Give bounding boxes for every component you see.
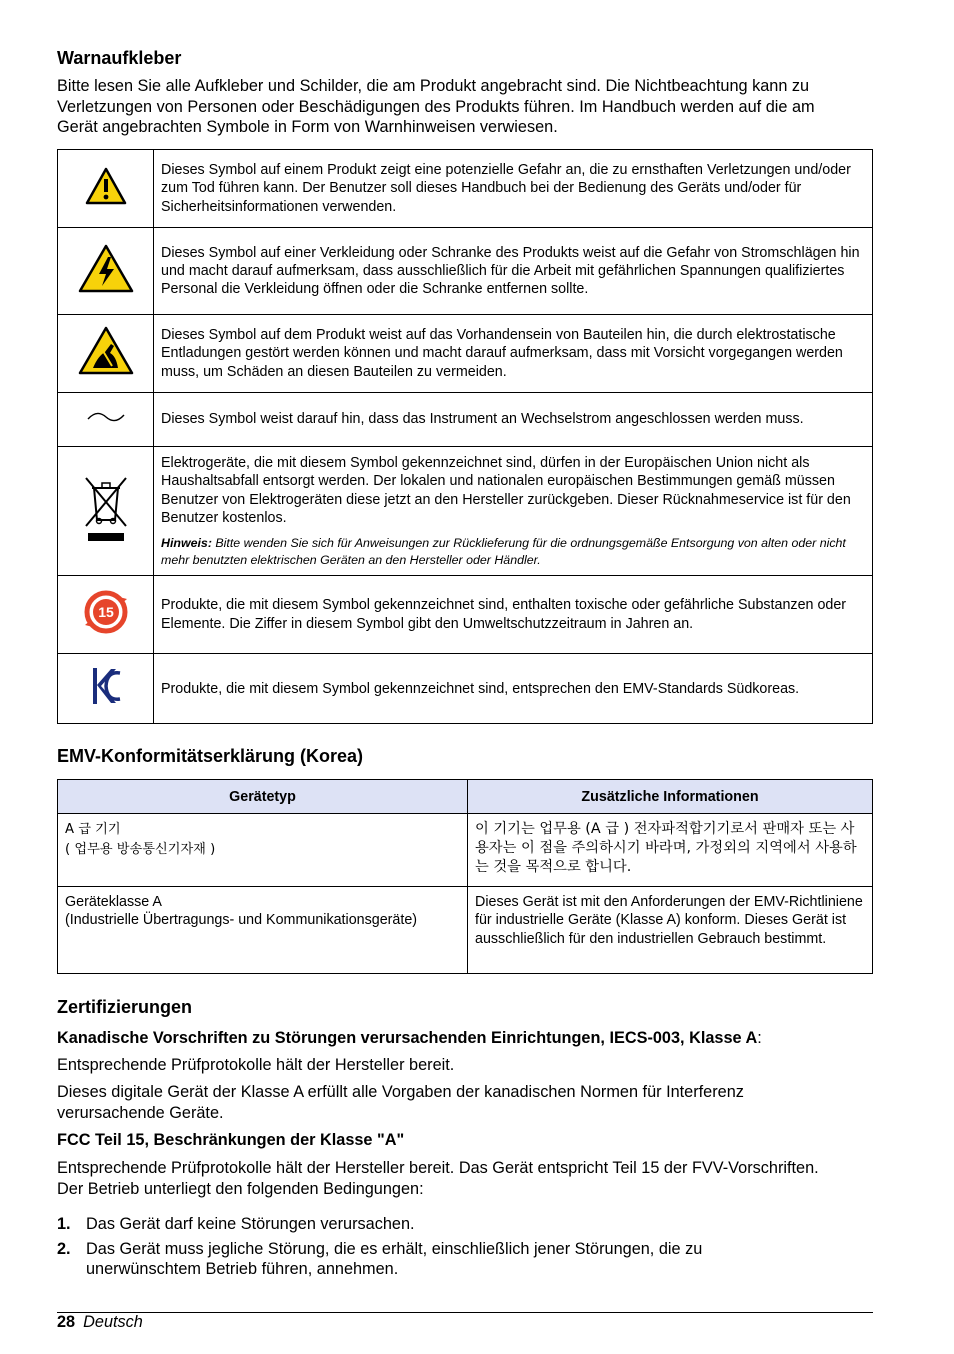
intro-paragraph: Bitte lesen Sie alle Aufkleber und Schilder, die am Produkt angebracht sind. Die Nichtbeachtung kann zu Verletzungen von Personen oder Beschädigungen des Produkts führen. Im Handbuch werden auf die am Gerät angebrachten Symbole in Form von Warnhinweisen verwiesen.: [57, 77, 815, 136]
table-row: [58, 228, 873, 315]
subheading-canada: [57, 1028, 873, 1049]
page-number: 28: [57, 1313, 76, 1331]
list-item: [57, 1239, 817, 1280]
subheading-colon: :: [757, 1029, 762, 1047]
conditions-list: [57, 1214, 817, 1280]
column-header-zusatz: Zusätzliche Informationen: [468, 780, 873, 814]
table-row: [58, 315, 873, 393]
type-line: A 급 기기: [65, 822, 121, 837]
table-row: [58, 393, 873, 447]
symbol-description: [154, 447, 873, 576]
paragraph: Entsprechende Prüfprotokolle hält der Hersteller bereit.: [57, 1056, 455, 1074]
warning-triangle-icon: [85, 167, 127, 205]
note-text: Bitte wenden Sie sich für Anweisungen zur Rücklieferung für die ordnungsgemäße Entsorgung von alten oder nicht mehr benutzten elektrischen Geräten an den Hersteller oder Händler.: [161, 536, 846, 567]
note-label: Hinweis:: [161, 536, 212, 551]
column-header-geraetetyp: Gerätetyp: [58, 780, 468, 814]
type-line: Geräteklasse A: [65, 894, 162, 910]
table-row: [58, 447, 873, 576]
type-line: ( 업무용 방송통신기자재 ): [65, 842, 216, 857]
table-row: [58, 150, 873, 228]
list-number: 2.: [57, 1239, 71, 1258]
footer-language: Deutsch: [83, 1313, 143, 1331]
weee-text: Elektrogeräte, die mit diesem Symbol gekennzeichnet sind, dürfen in der Europäischen Union nicht als Haushaltsabfall entsorgt werden. Der lokalen und nationalen europäischen Bestimmungen gemäß müssen Benutzer von Elektrogeräten diese jetzt an den Hersteller zurückgeben. Dieser Rücknahmeservice ist für den Benutzer kostenlos.: [161, 455, 851, 526]
list-number: 1.: [57, 1215, 71, 1233]
esd-icon: [78, 326, 134, 376]
epup-number: 15: [97, 604, 114, 621]
page-footer: [57, 1313, 143, 1332]
list-text: Das Gerät muss jegliche Störung, die es erhält, einschließlich jener Störungen, die zu unerwünschtem Betrieb führen, annehmen.: [86, 1239, 703, 1278]
symbol-description: Dieses Symbol auf dem Produkt weist auf das Vorhandensein von Bauteilen hin, die durch elektrostatische Entladungen gestört werden können und macht darauf aufmerksam, dass mit Vorsicht vorgegangen werden muss, um Schäden an diesen Bauteilen zu vermeiden.: [154, 315, 873, 393]
symbol-description: Produkte, die mit diesem Symbol gekennzeichnet sind, entsprechen den EMV-Standards Südkoreas.: [154, 654, 873, 724]
symbol-description: Dieses Symbol auf einer Verkleidung oder Schranke des Produkts weist auf die Gefahr von Stromschlägen hin und macht darauf aufmerksam, dass ausschließlich für die Arbeit mit gefährlichen Spannungen qualifiziertes Personal die Verkleidung öffnen oder die Schranke entfernen sollte.: [154, 228, 873, 315]
symbol-description: Dieses Symbol weist darauf hin, dass das Instrument an Wechselstrom angeschlossen werden muss.: [154, 393, 873, 447]
section-heading-zertifizierungen: Zertifizierungen: [57, 997, 193, 1017]
subheading-fcc: FCC Teil 15, Beschränkungen der Klasse "A": [57, 1131, 405, 1149]
paragraph: Entsprechende Prüfprotokolle hält der Hersteller bereit. Das Gerät entspricht Teil 15 der FVV-Vorschriften. Der Betrieb unterliegt den folgenden Bedingungen:: [57, 1159, 819, 1198]
epup-15-icon: [83, 589, 129, 635]
section-heading-emv: EMV-Konformitätserklärung (Korea): [57, 746, 364, 766]
table-row: [58, 576, 873, 654]
table-row: [58, 654, 873, 724]
info-cell: 이 기기는 업무용 (A 급 ) 전자파적합기기로서 판매자 또는 사용자는 이 점을 주의하시기 바라며, 가정외의 지역에서 사용하는 것을 목적으로 합니다.: [468, 814, 873, 887]
info-cell: Dieses Gerät ist mit den Anforderungen der EMV-Richtliniene für industrielle Geräte (Klasse A) konform. Dieses Gerät ist ausschließlich für den industriellen Gebrauch bestimmt.: [468, 887, 873, 974]
symbol-table: [57, 149, 873, 724]
footer-divider: [57, 1312, 873, 1313]
symbol-description: Dieses Symbol auf einem Produkt zeigt eine potenzielle Gefahr an, die zu ernsthaften Verletzungen und/oder zum Tod führen kann. Der Benutzer soll dieses Handbuch bei der Bedienung des Geräts und/oder für Sicherheitsinformationen verwenden.: [154, 150, 873, 228]
kc-mark-icon: [89, 665, 123, 707]
alternating-current-icon: [86, 410, 126, 424]
list-text: Das Gerät darf keine Störungen verursachen.: [86, 1215, 415, 1233]
subheading-canada-text: Kanadische Vorschriften zu Störungen verursachenden Einrichtungen, IECS-003, Klasse A: [57, 1029, 758, 1047]
list-item: [57, 1214, 817, 1235]
table-header-row: [58, 780, 873, 814]
table-row: [58, 814, 873, 887]
symbol-description: Produkte, die mit diesem Symbol gekennzeichnet sind, enthalten toxische oder gefährliche Substanzen oder Elemente. Die Ziffer in diesem Symbol gibt den Umweltschutzzeitraum in Jahren an.: [154, 576, 873, 654]
table-row: [58, 887, 873, 974]
paragraph: Dieses digitale Gerät der Klasse A erfüllt alle Vorgaben der kanadischen Normen für Interferenz verursachende Geräte.: [57, 1083, 744, 1122]
electric-shock-icon: [78, 244, 134, 294]
weee-bin-icon: [82, 476, 130, 542]
type-line: (Industrielle Übertragungs- und Kommunikationsgeräte): [65, 912, 418, 928]
weee-note: [161, 535, 864, 568]
section-heading-warnaufkleber: Warnaufkleber: [57, 48, 182, 68]
emv-table: [57, 779, 873, 974]
